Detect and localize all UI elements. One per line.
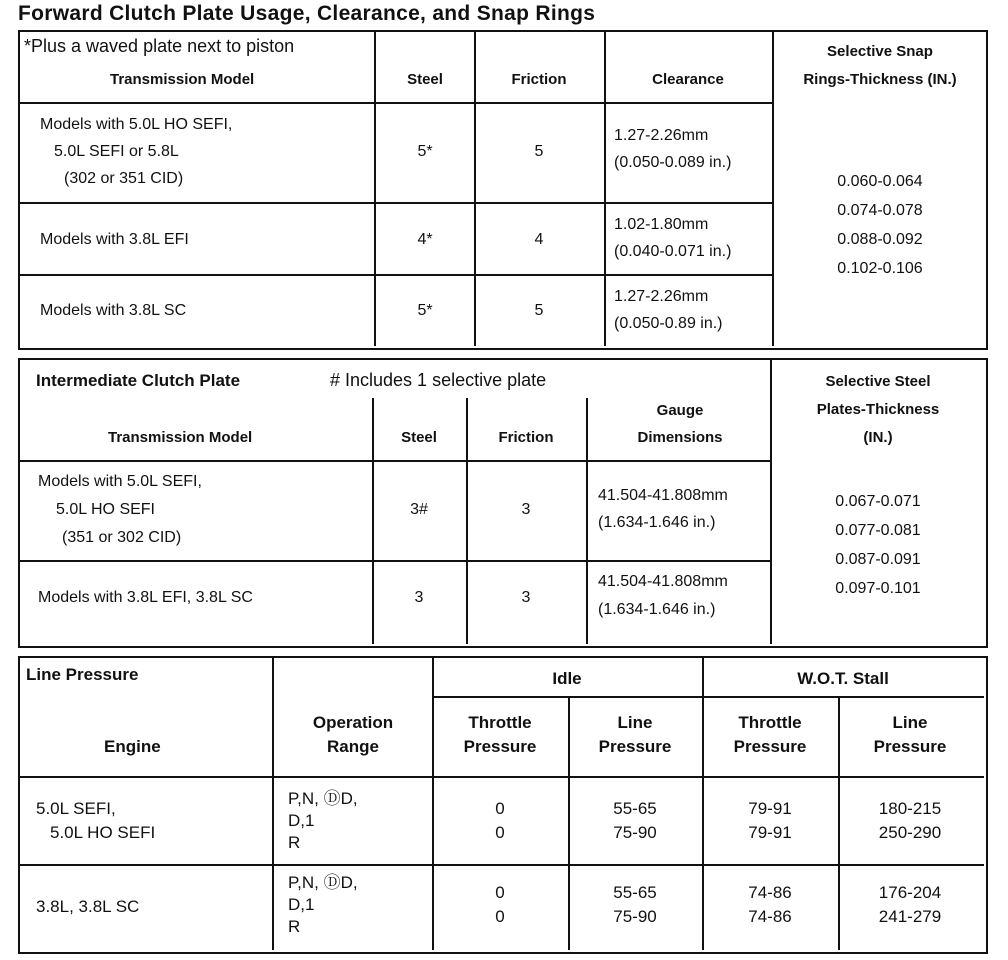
sel-value-4: 0.097-0.101 [835, 580, 921, 597]
lp-header-op-1: Operation [312, 713, 394, 732]
forward-header-clearance: Clearance [652, 71, 724, 88]
lp-header-wot-throttle-1: Throttle [738, 713, 802, 732]
intermediate-title: Intermediate Clutch Plate [36, 371, 241, 390]
intermediate-row2-steel: 3 [414, 589, 424, 606]
lp-header-wot: W.O.T. Stall [797, 669, 889, 688]
lp-row2-range-3: R [288, 917, 301, 936]
lp-row1-idle-throttle-2: 0 [495, 823, 505, 842]
intermediate-row2-gauge-2: (1.634-1.646 in.) [598, 601, 716, 618]
lp-row2-idle-line-2: 75-90 [613, 907, 657, 926]
lp-row1-range-3: R [288, 833, 301, 852]
intermediate-header-steel: Steel [401, 429, 437, 446]
lp-row2-range-1: P,N, ⒹD, [288, 873, 358, 892]
forward-row2-model: Models with 3.8L EFI [40, 231, 189, 248]
intermediate-row1-model-2: 5.0L HO SEFI [56, 501, 155, 518]
lp-row2-idle-throttle-2: 0 [495, 907, 505, 926]
forward-header-model: Transmission Model [110, 71, 255, 88]
snap-value-3: 0.088-0.092 [837, 231, 923, 248]
forward-header-steel: Steel [407, 71, 443, 88]
forward-header-friction: Friction [511, 71, 567, 88]
lp-row1-idle-throttle-1: 0 [495, 799, 505, 818]
snap-value-1: 0.060-0.064 [837, 173, 923, 190]
lp-row1-idle-line-2: 75-90 [613, 823, 657, 842]
forward-header-snap-2: Rings-Thickness (IN.) [803, 71, 957, 88]
forward-row2-clearance-1: 1.02-1.80mm [614, 216, 709, 233]
lp-row1-wot-throttle-2: 79-91 [748, 823, 792, 842]
forward-header-snap-1: Selective Snap [827, 43, 933, 60]
intermediate-row2-model: Models with 3.8L EFI, 3.8L SC [38, 589, 253, 606]
lp-row1-range-1: P,N, ⒹD, [288, 789, 358, 808]
intermediate-header-gauge-1: Gauge [656, 402, 704, 419]
forward-row1-clearance-2: (0.050-0.089 in.) [614, 154, 732, 171]
lp-header-idle-throttle-2: Pressure [463, 737, 537, 756]
lp-row1-engine-2: 5.0L HO SEFI [50, 823, 156, 842]
intermediate-row1-model-3: (351 or 302 CID) [62, 529, 182, 546]
lp-header-idle-line-1: Line [617, 713, 653, 732]
forward-row1-model-3: (302 or 351 CID) [64, 170, 184, 187]
page-title: Forward Clutch Plate Usage, Clearance, and Snap Rings [18, 2, 596, 25]
forward-row1-friction: 5 [534, 143, 544, 160]
lp-row1-range-2: D,1 [288, 811, 315, 830]
snap-value-2: 0.074-0.078 [837, 202, 923, 219]
lp-header-op-2: Range [327, 737, 379, 756]
lp-row1-idle-line-1: 55-65 [613, 799, 657, 818]
lp-header-wot-line-1: Line [892, 713, 928, 732]
lp-row2-engine: 3.8L, 3.8L SC [36, 897, 140, 916]
lp-row2-idle-throttle-1: 0 [495, 883, 505, 902]
forward-row1-model-1: Models with 5.0L HO SEFI, [40, 116, 233, 133]
lp-header-wot-line-2: Pressure [873, 737, 947, 756]
intermediate-row1-model-1: Models with 5.0L SEFI, [38, 473, 202, 490]
intermediate-header-sel-3: (IN.) [863, 429, 893, 446]
forward-row3-model: Models with 3.8L SC [40, 302, 187, 319]
intermediate-note: # Includes 1 selective plate [330, 370, 547, 390]
forward-row3-friction: 5 [534, 302, 544, 319]
forward-row3-clearance-2: (0.050-0.89 in.) [614, 315, 723, 332]
lp-row2-wot-line-2: 241-279 [878, 907, 942, 926]
intermediate-row1-gauge-1: 41.504-41.808mm [598, 487, 728, 504]
forward-row1-clearance-1: 1.27-2.26mm [614, 127, 709, 144]
intermediate-row1-steel: 3# [410, 501, 428, 518]
lp-row2-wot-line-1: 176-204 [878, 883, 942, 902]
lp-row2-idle-line-1: 55-65 [613, 883, 657, 902]
intermediate-row1-gauge-2: (1.634-1.646 in.) [598, 514, 716, 531]
lp-header-idle: Idle [552, 669, 582, 688]
intermediate-row2-friction: 3 [521, 589, 531, 606]
intermediate-row2-gauge-1: 41.504-41.808mm [598, 573, 728, 590]
lp-row1-engine-1: 5.0L SEFI, [36, 799, 116, 818]
line-pressure-title: Line Pressure [26, 665, 139, 684]
lp-row1-wot-line-2: 250-290 [878, 823, 942, 842]
intermediate-header-sel-1: Selective Steel [825, 373, 931, 390]
forward-note: *Plus a waved plate next to piston [24, 36, 295, 56]
intermediate-row1-friction: 3 [521, 501, 531, 518]
lp-header-engine: Engine [104, 737, 161, 756]
forward-row3-clearance-1: 1.27-2.26mm [614, 288, 709, 305]
lp-header-idle-throttle-1: Throttle [468, 713, 532, 732]
forward-row2-clearance-2: (0.040-0.071 in.) [614, 243, 732, 260]
sel-value-3: 0.087-0.091 [835, 551, 921, 568]
lp-header-wot-throttle-2: Pressure [733, 737, 807, 756]
sel-value-2: 0.077-0.081 [835, 522, 921, 539]
forward-row1-model-2: 5.0L SEFI or 5.8L [54, 143, 179, 160]
lp-row2-wot-throttle-2: 74-86 [748, 907, 792, 926]
intermediate-header-gauge-2: Dimensions [637, 429, 723, 446]
sel-value-1: 0.067-0.071 [835, 493, 921, 510]
intermediate-header-sel-2: Plates-Thickness [816, 401, 940, 418]
intermediate-header-model: Transmission Model [108, 429, 253, 446]
forward-row2-steel: 4* [417, 231, 433, 248]
lp-row2-wot-throttle-1: 74-86 [748, 883, 792, 902]
lp-row1-wot-line-1: 180-215 [878, 799, 942, 818]
forward-row2-friction: 4 [534, 231, 544, 248]
lp-row1-wot-throttle-1: 79-91 [748, 799, 792, 818]
lp-header-idle-line-2: Pressure [598, 737, 672, 756]
intermediate-header-friction: Friction [498, 429, 554, 446]
forward-row3-steel: 5* [417, 302, 433, 319]
snap-value-4: 0.102-0.106 [837, 260, 923, 277]
forward-row1-steel: 5* [417, 143, 433, 160]
lp-row2-range-2: D,1 [288, 895, 315, 914]
